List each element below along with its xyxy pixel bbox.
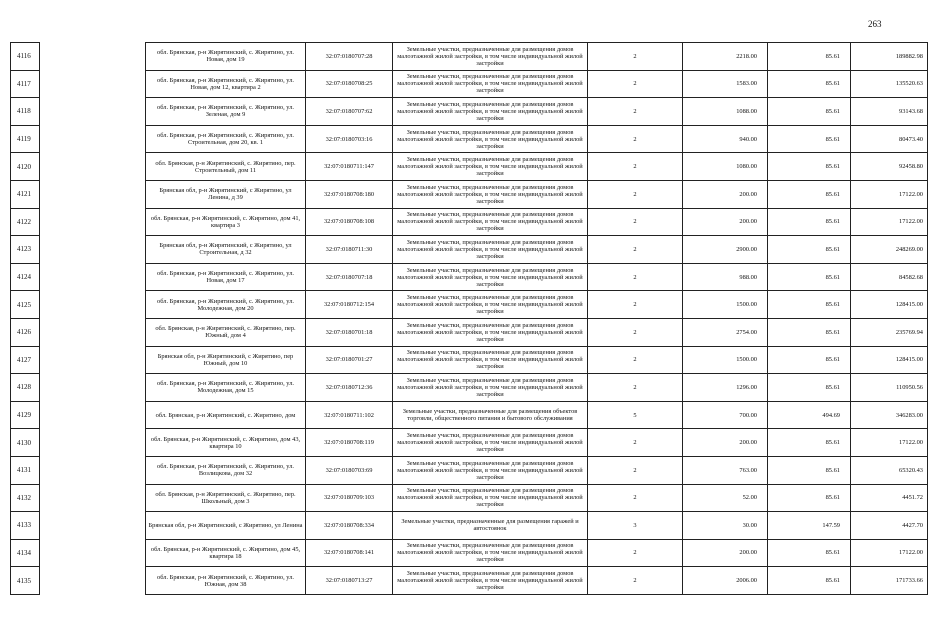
address-cell: обл. Брянская, р-н Жирятинский, с. Жирятино, ул. Молодежная, дом 20 bbox=[146, 291, 306, 319]
cadastral-value-cell: 17122.00 bbox=[851, 429, 928, 457]
table-row bbox=[146, 318, 928, 346]
table-row bbox=[146, 429, 928, 457]
land-use-cell: Земельные участки, предназначенные для размещения домов малоэтажной жилой застройки, в том числе индивидуальной жилой застройки bbox=[393, 125, 588, 153]
table-row bbox=[146, 125, 928, 153]
use-group-cell: 2 bbox=[588, 180, 683, 208]
address-cell: обл. Брянская, р-н Жирятинский, с. Жирятино, ул. Новая, дом 19 bbox=[146, 43, 306, 71]
area-cell: 2754.00 bbox=[683, 318, 768, 346]
use-group-cell: 2 bbox=[588, 125, 683, 153]
row-number-row bbox=[11, 43, 40, 71]
row-number-row bbox=[11, 374, 40, 402]
table-row bbox=[146, 180, 928, 208]
cadastral-number-cell: 32:07:0180711:102 bbox=[306, 401, 393, 429]
table-row bbox=[146, 484, 928, 512]
cadastral-value-cell: 235769.94 bbox=[851, 318, 928, 346]
use-group-cell: 3 bbox=[588, 512, 683, 540]
area-cell: 1088.00 bbox=[683, 98, 768, 126]
cadastral-number-cell: 32:07:0180708:25 bbox=[306, 70, 393, 98]
use-group-cell: 2 bbox=[588, 374, 683, 402]
area-cell: 200.00 bbox=[683, 539, 768, 567]
address-cell: обл. Брянская, р-н Жирятинский, с. Жирятино, ул. Возлицкова, дом 32 bbox=[146, 456, 306, 484]
row-number: 4127 bbox=[11, 346, 40, 374]
cadastral-value-cell: 4451.72 bbox=[851, 484, 928, 512]
row-number: 4135 bbox=[11, 567, 40, 595]
row-number: 4129 bbox=[11, 401, 40, 429]
table-row bbox=[146, 98, 928, 126]
row-number-row bbox=[11, 484, 40, 512]
row-number-row bbox=[11, 567, 40, 595]
page-number: 263 bbox=[868, 19, 882, 29]
use-group-cell: 2 bbox=[588, 236, 683, 264]
table-row bbox=[146, 291, 928, 319]
row-number: 4125 bbox=[11, 291, 40, 319]
use-group-cell: 2 bbox=[588, 539, 683, 567]
row-number: 4119 bbox=[11, 125, 40, 153]
row-number: 4126 bbox=[11, 318, 40, 346]
land-use-cell: Земельные участки, предназначенные для размещения домов малоэтажной жилой застройки, в том числе индивидуальной жилой застройки bbox=[393, 70, 588, 98]
row-number: 4134 bbox=[11, 539, 40, 567]
row-number: 4132 bbox=[11, 484, 40, 512]
specific-value-cell: 147.59 bbox=[768, 512, 851, 540]
address-cell: обл. Брянская, р-н Жирятинский, с. Жирятино, пер. Южный, дом 4 bbox=[146, 318, 306, 346]
address-cell: Брянская обл, р-н Жирятинский, с Жирятино, ул Строительная, д 32 bbox=[146, 236, 306, 264]
cadastral-value-cell: 17122.00 bbox=[851, 539, 928, 567]
area-cell: 2900.00 bbox=[683, 236, 768, 264]
row-number-row bbox=[11, 346, 40, 374]
row-number-row bbox=[11, 70, 40, 98]
area-cell: 2006.00 bbox=[683, 567, 768, 595]
specific-value-cell: 85.61 bbox=[768, 180, 851, 208]
specific-value-cell: 85.61 bbox=[768, 263, 851, 291]
specific-value-cell: 85.61 bbox=[768, 125, 851, 153]
address-cell: обл. Брянская, р-н Жирятинский, с. Жирятино, ул. Строительная, дом 20, кв. 1 bbox=[146, 125, 306, 153]
row-number-row bbox=[11, 318, 40, 346]
table-row bbox=[146, 401, 928, 429]
cadastral-number-cell: 32:07:0180712:154 bbox=[306, 291, 393, 319]
cadastral-value-cell: 84582.68 bbox=[851, 263, 928, 291]
area-cell: 1500.00 bbox=[683, 291, 768, 319]
cadastral-value-cell: 4427.70 bbox=[851, 512, 928, 540]
specific-value-cell: 85.61 bbox=[768, 98, 851, 126]
table-row bbox=[146, 539, 928, 567]
area-cell: 763.00 bbox=[683, 456, 768, 484]
cadastral-value-cell: 17122.00 bbox=[851, 180, 928, 208]
address-cell: обл. Брянская, р-н Жирятинский, с. Жирятино, дом 45, квартира 18 bbox=[146, 539, 306, 567]
row-number-row bbox=[11, 236, 40, 264]
row-number: 4133 bbox=[11, 512, 40, 540]
area-cell: 1080.00 bbox=[683, 153, 768, 181]
use-group-cell: 2 bbox=[588, 208, 683, 236]
address-cell: обл. Брянская, р-н Жирятинский, с. Жирятино, ул. Новая, дом 12, квартира 2 bbox=[146, 70, 306, 98]
specific-value-cell: 85.61 bbox=[768, 346, 851, 374]
use-group-cell: 2 bbox=[588, 318, 683, 346]
cadastral-value-table bbox=[145, 42, 928, 595]
cadastral-number-cell: 32:07:0180707:62 bbox=[306, 98, 393, 126]
row-number-row bbox=[11, 263, 40, 291]
table-row bbox=[146, 153, 928, 181]
table-row bbox=[146, 208, 928, 236]
cadastral-number-cell: 32:07:0180707:18 bbox=[306, 263, 393, 291]
specific-value-cell: 85.61 bbox=[768, 43, 851, 71]
land-use-cell: Земельные участки, предназначенные для размещения домов малоэтажной жилой застройки, в том числе индивидуальной жилой застройки bbox=[393, 153, 588, 181]
land-use-cell: Земельные участки, предназначенные для размещения домов малоэтажной жилой застройки, в том числе индивидуальной жилой застройки bbox=[393, 236, 588, 264]
cadastral-value-cell: 171733.66 bbox=[851, 567, 928, 595]
table-row bbox=[146, 263, 928, 291]
specific-value-cell: 85.61 bbox=[768, 456, 851, 484]
table-row bbox=[146, 70, 928, 98]
cadastral-value-cell: 189882.98 bbox=[851, 43, 928, 71]
area-cell: 1500.00 bbox=[683, 346, 768, 374]
address-cell: обл. Брянская, р-н Жирятинский, с. Жирятино, ул. Зеленая, дом 9 bbox=[146, 98, 306, 126]
row-number-row bbox=[11, 401, 40, 429]
use-group-cell: 2 bbox=[588, 429, 683, 457]
area-cell: 940.00 bbox=[683, 125, 768, 153]
cadastral-number-cell: 32:07:0180708:180 bbox=[306, 180, 393, 208]
address-cell: обл. Брянская, р-н Жирятинский, с. Жирятино, пер. Строительный, дом 11 bbox=[146, 153, 306, 181]
row-number: 4117 bbox=[11, 70, 40, 98]
row-number: 4116 bbox=[11, 43, 40, 71]
cadastral-value-cell: 80473.40 bbox=[851, 125, 928, 153]
address-cell: обл. Брянская, р-н Жирятинский, с. Жирятино, ул. Южная, дом 38 bbox=[146, 567, 306, 595]
land-use-cell: Земельные участки, предназначенные для размещения домов малоэтажной жилой застройки, в том числе индивидуальной жилой застройки bbox=[393, 484, 588, 512]
area-cell: 200.00 bbox=[683, 208, 768, 236]
land-use-cell: Земельные участки, предназначенные для размещения домов малоэтажной жилой застройки, в том числе индивидуальной жилой застройки bbox=[393, 346, 588, 374]
row-number-row bbox=[11, 539, 40, 567]
specific-value-cell: 85.61 bbox=[768, 429, 851, 457]
cadastral-number-cell: 32:07:0180709:103 bbox=[306, 484, 393, 512]
land-use-cell: Земельные участки, предназначенные для размещения домов малоэтажной жилой застройки, в том числе индивидуальной жилой застройки bbox=[393, 291, 588, 319]
specific-value-cell: 85.61 bbox=[768, 70, 851, 98]
row-number-row bbox=[11, 512, 40, 540]
row-number-row bbox=[11, 125, 40, 153]
address-cell: обл. Брянская, р-н Жирятинский, с. Жирятино, ул. Новая, дом 17 bbox=[146, 263, 306, 291]
specific-value-cell: 85.61 bbox=[768, 539, 851, 567]
land-use-cell: Земельные участки, предназначенные для размещения объектов торговли, общественного питания и бытового обслуживания bbox=[393, 401, 588, 429]
use-group-cell: 2 bbox=[588, 153, 683, 181]
land-use-cell: Земельные участки, предназначенные для размещения гаражей и автостоянок bbox=[393, 512, 588, 540]
land-use-cell: Земельные участки, предназначенные для размещения домов малоэтажной жилой застройки, в том числе индивидуальной жилой застройки bbox=[393, 567, 588, 595]
row-number: 4124 bbox=[11, 263, 40, 291]
cadastral-number-cell: 32:07:0180707:28 bbox=[306, 43, 393, 71]
address-cell: Брянская обл, р-н Жирятинский, с Жирятино, ул Ленина, д 39 bbox=[146, 180, 306, 208]
cadastral-value-cell: 346283.00 bbox=[851, 401, 928, 429]
cadastral-value-cell: 248269.00 bbox=[851, 236, 928, 264]
cadastral-number-cell: 32:07:0180711:30 bbox=[306, 236, 393, 264]
cadastral-number-cell: 32:07:0180708:119 bbox=[306, 429, 393, 457]
row-number-row bbox=[11, 153, 40, 181]
row-number-column bbox=[10, 42, 40, 595]
row-number-row bbox=[11, 291, 40, 319]
cadastral-value-cell: 128415.00 bbox=[851, 291, 928, 319]
specific-value-cell: 85.61 bbox=[768, 153, 851, 181]
row-number: 4128 bbox=[11, 374, 40, 402]
cadastral-number-cell: 32:07:0180703:69 bbox=[306, 456, 393, 484]
use-group-cell: 2 bbox=[588, 456, 683, 484]
land-use-cell: Земельные участки, предназначенные для размещения домов малоэтажной жилой застройки, в том числе индивидуальной жилой застройки bbox=[393, 208, 588, 236]
cadastral-value-cell: 135520.63 bbox=[851, 70, 928, 98]
address-cell: Брянская обл, р-н Жирятинский, с Жирятино, пер Южный, дом 10 bbox=[146, 346, 306, 374]
use-group-cell: 2 bbox=[588, 43, 683, 71]
table-row bbox=[146, 236, 928, 264]
cadastral-number-cell: 32:07:0180708:334 bbox=[306, 512, 393, 540]
land-use-cell: Земельные участки, предназначенные для размещения домов малоэтажной жилой застройки, в том числе индивидуальной жилой застройки bbox=[393, 263, 588, 291]
table-row bbox=[146, 567, 928, 595]
cadastral-number-cell: 32:07:0180708:141 bbox=[306, 539, 393, 567]
specific-value-cell: 85.61 bbox=[768, 236, 851, 264]
address-cell: обл. Брянская, р-н Жирятинский, с. Жирятино, дом 41, квартира 3 bbox=[146, 208, 306, 236]
row-number: 4120 bbox=[11, 153, 40, 181]
area-cell: 52.00 bbox=[683, 484, 768, 512]
area-cell: 200.00 bbox=[683, 429, 768, 457]
row-number: 4121 bbox=[11, 180, 40, 208]
specific-value-cell: 85.61 bbox=[768, 484, 851, 512]
use-group-cell: 2 bbox=[588, 291, 683, 319]
area-cell: 2218.00 bbox=[683, 43, 768, 71]
table-row bbox=[146, 456, 928, 484]
area-cell: 1296.00 bbox=[683, 374, 768, 402]
cadastral-number-cell: 32:07:0180701:27 bbox=[306, 346, 393, 374]
table-row bbox=[146, 374, 928, 402]
area-cell: 30.00 bbox=[683, 512, 768, 540]
cadastral-value-cell: 110950.56 bbox=[851, 374, 928, 402]
cadastral-number-cell: 32:07:0180713:27 bbox=[306, 567, 393, 595]
area-cell: 1583.00 bbox=[683, 70, 768, 98]
row-number-row bbox=[11, 456, 40, 484]
land-use-cell: Земельные участки, предназначенные для размещения домов малоэтажной жилой застройки, в том числе индивидуальной жилой застройки bbox=[393, 429, 588, 457]
row-number-row bbox=[11, 429, 40, 457]
specific-value-cell: 85.61 bbox=[768, 567, 851, 595]
row-number-row bbox=[11, 98, 40, 126]
land-use-cell: Земельные участки, предназначенные для размещения домов малоэтажной жилой застройки, в том числе индивидуальной жилой застройки bbox=[393, 539, 588, 567]
address-cell: обл. Брянская, р-н Жирятинский, с. Жирятино, ул. Молодежная, дом 15 bbox=[146, 374, 306, 402]
specific-value-cell: 494.69 bbox=[768, 401, 851, 429]
area-cell: 988.00 bbox=[683, 263, 768, 291]
address-cell: Брянская обл, р-н Жирятинский, с Жирятино, ул Ленина bbox=[146, 512, 306, 540]
row-number: 4118 bbox=[11, 98, 40, 126]
cadastral-number-cell: 32:07:0180701:18 bbox=[306, 318, 393, 346]
use-group-cell: 2 bbox=[588, 70, 683, 98]
use-group-cell: 2 bbox=[588, 484, 683, 512]
row-number-row bbox=[11, 180, 40, 208]
land-use-cell: Земельные участки, предназначенные для размещения домов малоэтажной жилой застройки, в том числе индивидуальной жилой застройки bbox=[393, 43, 588, 71]
cadastral-number-cell: 32:07:0180708:108 bbox=[306, 208, 393, 236]
row-number: 4130 bbox=[11, 429, 40, 457]
cadastral-value-cell: 93143.68 bbox=[851, 98, 928, 126]
address-cell: обл. Брянская, р-н Жирятинский, с. Жирятино, дом 43, квартира 10 bbox=[146, 429, 306, 457]
address-cell: обл. Брянская, р-н Жирятинский, с. Жирятино, пер. Школьный, дом 3 bbox=[146, 484, 306, 512]
specific-value-cell: 85.61 bbox=[768, 318, 851, 346]
land-use-cell: Земельные участки, предназначенные для размещения домов малоэтажной жилой застройки, в том числе индивидуальной жилой застройки bbox=[393, 374, 588, 402]
area-cell: 700.00 bbox=[683, 401, 768, 429]
land-use-cell: Земельные участки, предназначенные для размещения домов малоэтажной жилой застройки, в том числе индивидуальной жилой застройки bbox=[393, 180, 588, 208]
cadastral-value-cell: 65320.43 bbox=[851, 456, 928, 484]
cadastral-value-cell: 128415.00 bbox=[851, 346, 928, 374]
row-number: 4131 bbox=[11, 456, 40, 484]
table-row bbox=[146, 512, 928, 540]
table-row bbox=[146, 43, 928, 71]
land-use-cell: Земельные участки, предназначенные для размещения домов малоэтажной жилой застройки, в том числе индивидуальной жилой застройки bbox=[393, 318, 588, 346]
cadastral-value-cell: 17122.00 bbox=[851, 208, 928, 236]
use-group-cell: 2 bbox=[588, 346, 683, 374]
use-group-cell: 2 bbox=[588, 98, 683, 126]
use-group-cell: 2 bbox=[588, 567, 683, 595]
use-group-cell: 2 bbox=[588, 263, 683, 291]
specific-value-cell: 85.61 bbox=[768, 291, 851, 319]
address-cell: обл. Брянская, р-н Жирятинский, с. Жирятино, дом bbox=[146, 401, 306, 429]
area-cell: 200.00 bbox=[683, 180, 768, 208]
table-row bbox=[146, 346, 928, 374]
row-number: 4122 bbox=[11, 208, 40, 236]
row-number: 4123 bbox=[11, 236, 40, 264]
cadastral-number-cell: 32:07:0180712:36 bbox=[306, 374, 393, 402]
specific-value-cell: 85.61 bbox=[768, 374, 851, 402]
specific-value-cell: 85.61 bbox=[768, 208, 851, 236]
cadastral-number-cell: 32:07:0180711:147 bbox=[306, 153, 393, 181]
row-number-row bbox=[11, 208, 40, 236]
land-use-cell: Земельные участки, предназначенные для размещения домов малоэтажной жилой застройки, в том числе индивидуальной жилой застройки bbox=[393, 456, 588, 484]
cadastral-number-cell: 32:07:0180703:16 bbox=[306, 125, 393, 153]
use-group-cell: 5 bbox=[588, 401, 683, 429]
cadastral-value-cell: 92458.80 bbox=[851, 153, 928, 181]
land-use-cell: Земельные участки, предназначенные для размещения домов малоэтажной жилой застройки, в том числе индивидуальной жилой застройки bbox=[393, 98, 588, 126]
